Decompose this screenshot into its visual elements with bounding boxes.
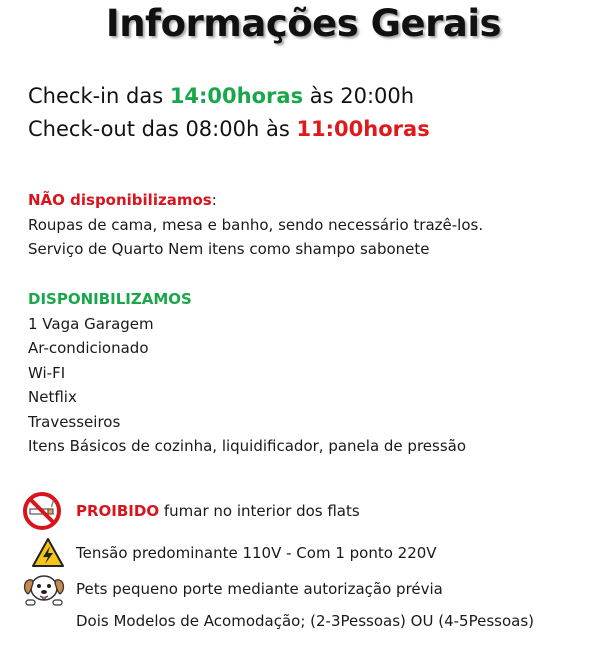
checkin-checkout-block [28, 80, 430, 146]
pets-notice-text: Pets pequeno porte mediante autorização prévia [76, 580, 443, 598]
high-voltage-warning-icon [30, 536, 66, 570]
list-item: Netflix [28, 388, 77, 406]
checkin-prefix: Check-in das [28, 84, 170, 108]
not-provided-section [28, 188, 483, 262]
smoking-notice-rest: fumar no interior dos flats [159, 502, 360, 520]
page-title: Informações Gerais [105, 2, 502, 45]
list-item: 1 Vaga Garagem [28, 314, 154, 333]
accommodation-notice [22, 604, 534, 638]
checkout-prefix: Check-out das 08:00h às [28, 117, 297, 141]
not-provided-heading-text: NÃO disponibilizamos [28, 191, 212, 209]
provided-heading: DISPONIBILIZAMOS [28, 290, 192, 308]
no-smoking-icon [22, 491, 62, 531]
list-item: Serviço de Quarto Nem itens como shampo sabonete [28, 240, 430, 258]
not-provided-heading [28, 188, 483, 213]
not-provided-heading-colon: : [211, 191, 217, 209]
smoking-notice [22, 494, 360, 528]
voltage-notice [22, 536, 437, 570]
accommodation-notice-text: Dois Modelos de Acomodação; (2-3Pessoas) OU (4-5Pessoas) [76, 612, 534, 630]
dog-icon [18, 570, 70, 608]
voltage-notice-text: Tensão predominante 110V - Com 1 ponto 220V [76, 544, 437, 562]
list-item: Ar-condicionado [28, 339, 149, 357]
checkin-suffix: às 20:00h [303, 84, 415, 108]
list-item: Itens Básicos de cozinha, liquidificador, panela de pressão [28, 437, 467, 455]
list-item: Travesseiros [28, 412, 121, 431]
prohibited-label: PROIBIDO [76, 502, 160, 520]
list-item: Roupas de cama, mesa e banho, sendo necessário trazê-los. [28, 215, 484, 234]
list-item: Wi-FI [28, 363, 66, 382]
checkin-line [28, 80, 430, 113]
checkout-time: 11:00horas [296, 117, 430, 141]
provided-section [28, 287, 466, 459]
smoking-notice-text [76, 502, 360, 520]
pets-notice [22, 572, 443, 606]
checkout-line [28, 113, 430, 146]
checkin-time: 14:00horas [169, 84, 304, 108]
